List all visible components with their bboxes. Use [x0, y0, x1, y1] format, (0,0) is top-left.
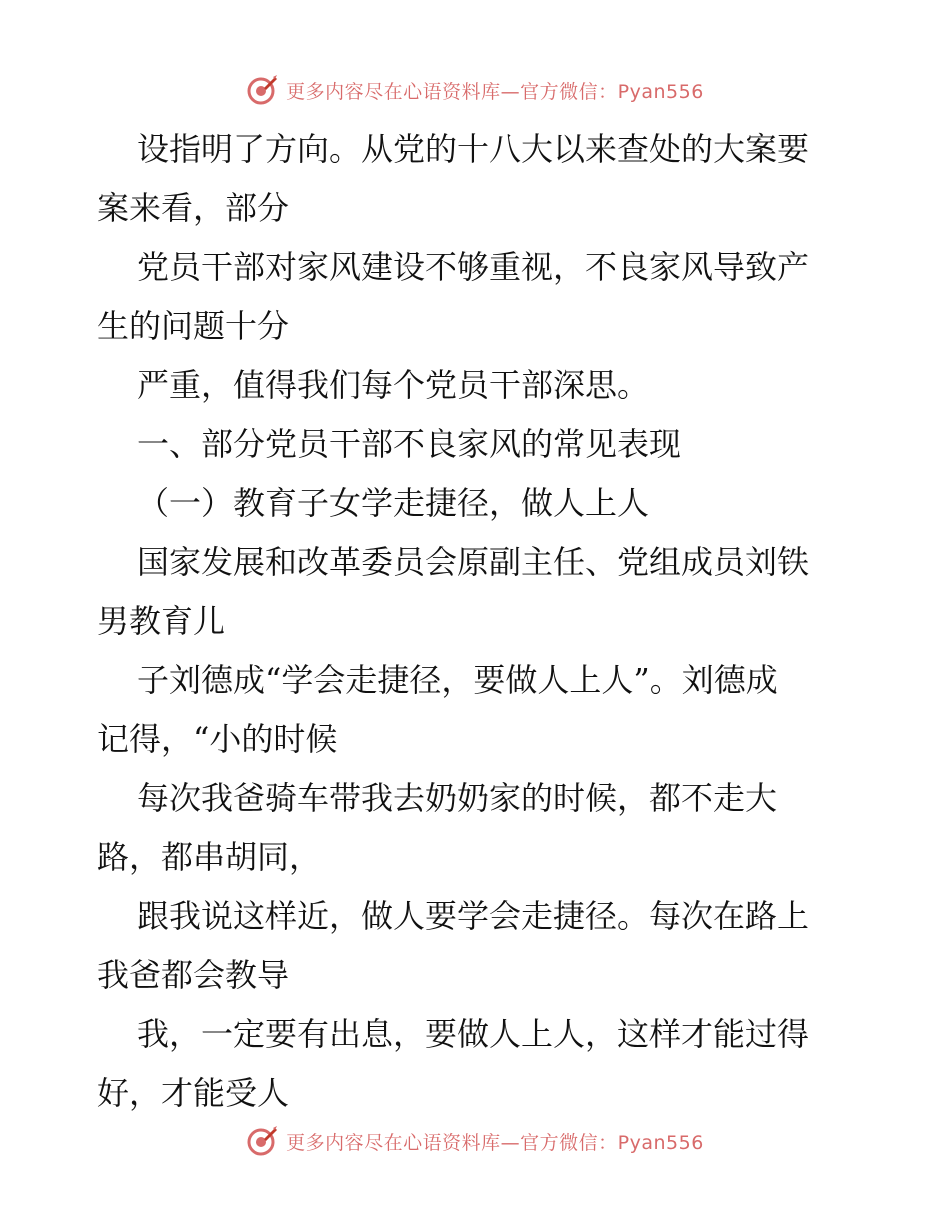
document-body	[97, 120, 857, 1123]
text-line: 我，一定要有出息，要做人上人，这样才能过得	[137, 1015, 810, 1053]
text-line: 子刘德成“学会走捷径，要做人上人”。刘德成	[137, 661, 778, 699]
footer-banner-text: 更多内容尽在心语资料库—官方微信：Pyan556	[286, 1131, 704, 1154]
header-banner-text: 更多内容尽在心语资料库—官方微信：Pyan556	[286, 80, 704, 103]
text-line: 男教育儿	[97, 602, 226, 640]
text-line: 记得，“小的时候	[97, 720, 338, 758]
text-line: 我爸都会教导	[97, 956, 290, 994]
brand-logo-icon	[246, 1125, 278, 1157]
header-banner	[0, 70, 950, 110]
text-line: 党员干部对家风建设不够重视，不良家风导致产	[137, 248, 810, 286]
section-heading: 一、部分党员干部不良家风的常见表现	[137, 425, 682, 463]
text-line: 案来看，部分	[97, 189, 290, 227]
text-line: 国家发展和改革委员会原副主任、党组成员刘铁	[137, 543, 810, 581]
text-line: 好，才能受人	[97, 1074, 290, 1112]
text-line: 设指明了方向。从党的十八大以来查处的大案要	[137, 130, 810, 168]
subsection-heading: （一）教育子女学走捷径，做人上人	[137, 484, 650, 522]
text-line: 每次我爸骑车带我去奶奶家的时候，都不走大	[137, 779, 778, 817]
footer-banner	[0, 1121, 950, 1161]
text-line: 路，都串胡同，	[97, 838, 322, 876]
text-line: 严重，值得我们每个党员干部深思。	[137, 366, 650, 404]
brand-logo-icon	[246, 74, 278, 106]
text-line: 生的问题十分	[97, 307, 290, 345]
text-line: 跟我说这样近，做人要学会走捷径。每次在路上	[137, 897, 810, 935]
